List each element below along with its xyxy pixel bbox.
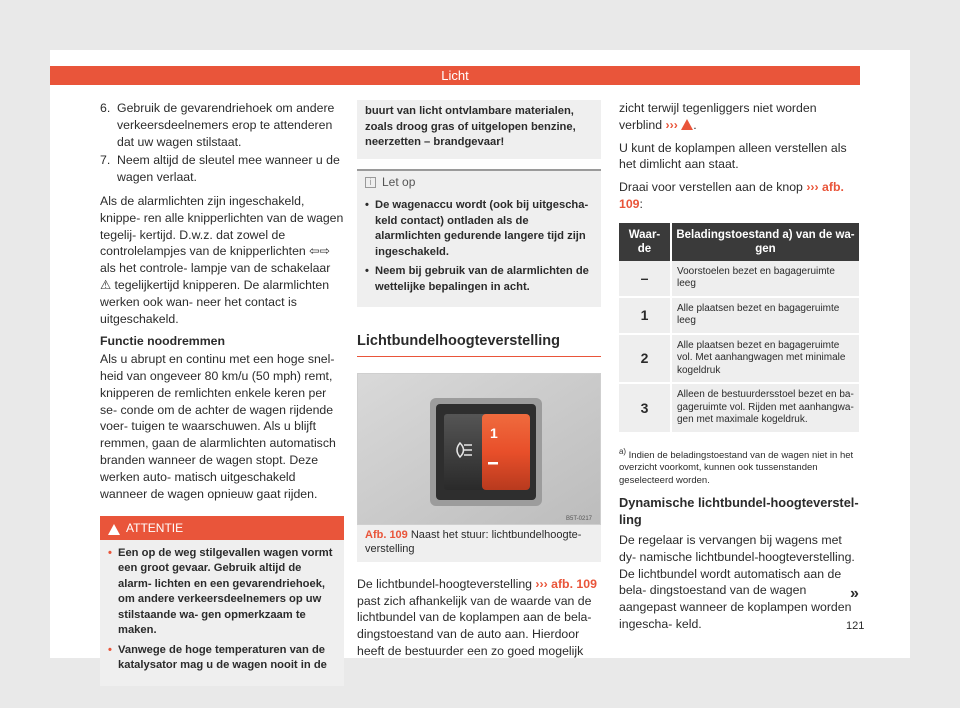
table-cell-text: Alleen de bestuurdersstoel bezet en ba- gageruimte vol. Rijden met aanhangwa- gen met maximale kogeldruk. [671,383,859,433]
table-cell-level: 1 [619,297,671,334]
list-number: 6. [100,101,111,115]
table-cell-level: 2 [619,334,671,384]
footnote-text: Indien de beladingstoestand van de wagen niet in het overzicht voorkomt, kunnen ook tussenstanden geselecteerd worden. [619,449,854,486]
table-cell-text: Alle plaatsen bezet en bagageruimte leeg [671,297,859,334]
list-item [100,152,344,186]
warning-bullet [108,643,336,674]
warning-bullet [108,546,336,639]
paragraph-headlight-range [357,576,601,660]
note-bullet [365,198,593,260]
note-box [357,169,601,308]
figure-code: B5T-0217 [566,515,593,522]
paragraph-dynamic-leveling: De regelaar is vervangen bij wagens met dy- namische lichtbundel-hoogteverstelling. De lichtbundel wordt automatisch aan de bela- dingstoestand van de wagen aangepast wanneer de koplampen worden ingescha- keld. [619,533,855,632]
note-text: Neem bij gebruik van de alarmlichten de wettelijke bepalingen in acht. [375,265,589,293]
subheading-dynamic-leveling: Dynamische lichtbundel-hoogteverstel- ling [619,495,859,528]
warning-title: ATTENTIE [126,521,184,536]
warning-text: Vanwege de hoge temperaturen van de katalysator mag u de wagen nooit in de [118,643,327,672]
warning-box-continued [357,100,601,159]
load-state-table [619,223,859,434]
table-footnote [619,446,859,488]
table-header-value: Waar- de [619,223,671,261]
warning-reference-link[interactable]: ››› [665,117,678,132]
list-item [100,100,344,150]
paragraph-alarm-lights: Als de alarmlichten zijn ingeschakeld, knippe- ren alle knipperlichten van de wagen tegelij- kertijd. D.w.z. dat zowel de controlelampjes van de knipperlichten ⇦⇨ als het controle- lampje van de schakelaar ⚠ tegelijkertijd knipperen. De alarmlichten werken ook wan- neer het contact is uitgeschakeld. [100,193,344,326]
table-cell-level: – [619,261,671,297]
column-1 [100,100,344,686]
note-bullet [365,264,593,295]
warning-text: buurt van licht ontvlambare materialen, zoals droog gras of uitgelopen benzine, neerzetten – brandgevaar! [365,105,576,148]
paragraph-text: zicht terwijl tegenliggers niet worden verblind [619,101,817,132]
figure-caption-text: Naast het stuur: lichtbundelhoogte- verstelling [365,528,582,555]
table-row [619,261,859,297]
paragraph-visibility: zicht terwijl tegenliggers niet worden verblind ››› . [619,101,817,132]
paragraph-emergency-braking: Als u abrupt en continu met een hoge snel- heid van ongeveer 80 km/u (50 mph) remt, knipperen de remlichten enkele keren per se- conde om de achter de wagen rijdende voer- tuigen te waarschuwen. Als u blijft remmen, gaan de alarmlichten automatisch branden wanneer de wagen stopt. Deze werken auto- matisch uitgeschakeld wanneer de wagen opnieuw gaat rijden. [100,352,336,501]
section-title: Lichtbundelhoogteverstelling [357,333,601,357]
list-number: 7. [100,153,111,168]
warning-text: Een op de weg stilgevallen wagen vormt een groot gevaar. Gebruik altijd de alarm- lichten en een gevarendriehoek, om andere verkeersdeelnemers op uw stilstaande wa- gen opmerkzaam te maken. [118,546,333,637]
table-cell-text: Alle plaatsen bezet en bagageruimte vol. Met aanhangwagen met minimale kogeldruk [671,334,859,384]
chapter-header: Licht [50,66,860,85]
warning-icon [681,119,693,130]
page-number: 121 [846,620,865,632]
warning-title-bar [100,518,344,540]
note-title: Let op [382,174,416,189]
table-cell-text: Voorstoelen bezet en bagageruimte leeg [671,261,859,297]
warning-box [100,516,344,686]
table-row [619,383,859,433]
figure-caption [357,525,601,562]
paragraph-text: past zich afhankelijk van de waarde van de lichtbundel van de koplampen aan de bela- dingstoestand van de auto aan. Hierdoor heeft de bestuurder een zo goed mogelijk [357,593,592,658]
figure-reference-link[interactable]: ››› afb. 109 [619,180,844,211]
paragraph-dipped-beam: U kunt de koplampen alleen verstellen als het dimlicht aan staat. [619,140,847,172]
bullet-icon: • [108,546,112,559]
bullet-icon: • [365,199,369,211]
bullet-icon: • [365,265,369,277]
table-row [619,297,859,334]
table-header-load-state: Beladingstoestand a) van de wa- gen [671,223,859,261]
headlight-range-illustration [358,374,601,525]
column-3 [619,100,859,639]
footnote-mark: a) [619,446,627,456]
svg-text:1: 1 [490,424,498,441]
bullet-icon: • [108,643,112,656]
info-icon: i [365,177,376,188]
paragraph-text: Draai voor verstellen aan de knop [619,180,803,195]
list-text: Gebruik de gevarendriehoek om andere verkeersdeelnemers erop te attenderen dat uw wagen stilstaat. [117,101,335,149]
paragraph-turn-knob [619,179,859,213]
column-2 [357,100,601,666]
table-cell-level: 3 [619,383,671,433]
list-text: Neem altijd de sleutel mee wanneer u de wagen verlaat. [117,153,340,185]
figure-reference-link[interactable]: ››› afb. 109 [535,576,597,591]
note-text: De wagenaccu wordt (ook bij uitgescha- keld contact) ontladen als de alarmlichten gedurende langere tijd zijn ingeschakeld. [375,199,589,258]
warning-icon [108,524,120,535]
paragraph-text: : [639,196,643,211]
table-row [619,334,859,384]
note-title-bar [357,171,601,193]
figure-headlight-range-control [357,373,601,525]
figure-label: Afb. 109 [365,528,408,541]
subheading-emergency-braking: Functie noodremmen [100,334,226,349]
paragraph-text: De lichtbundel-hoogteverstelling [357,576,532,591]
continue-arrow: » [850,585,859,602]
